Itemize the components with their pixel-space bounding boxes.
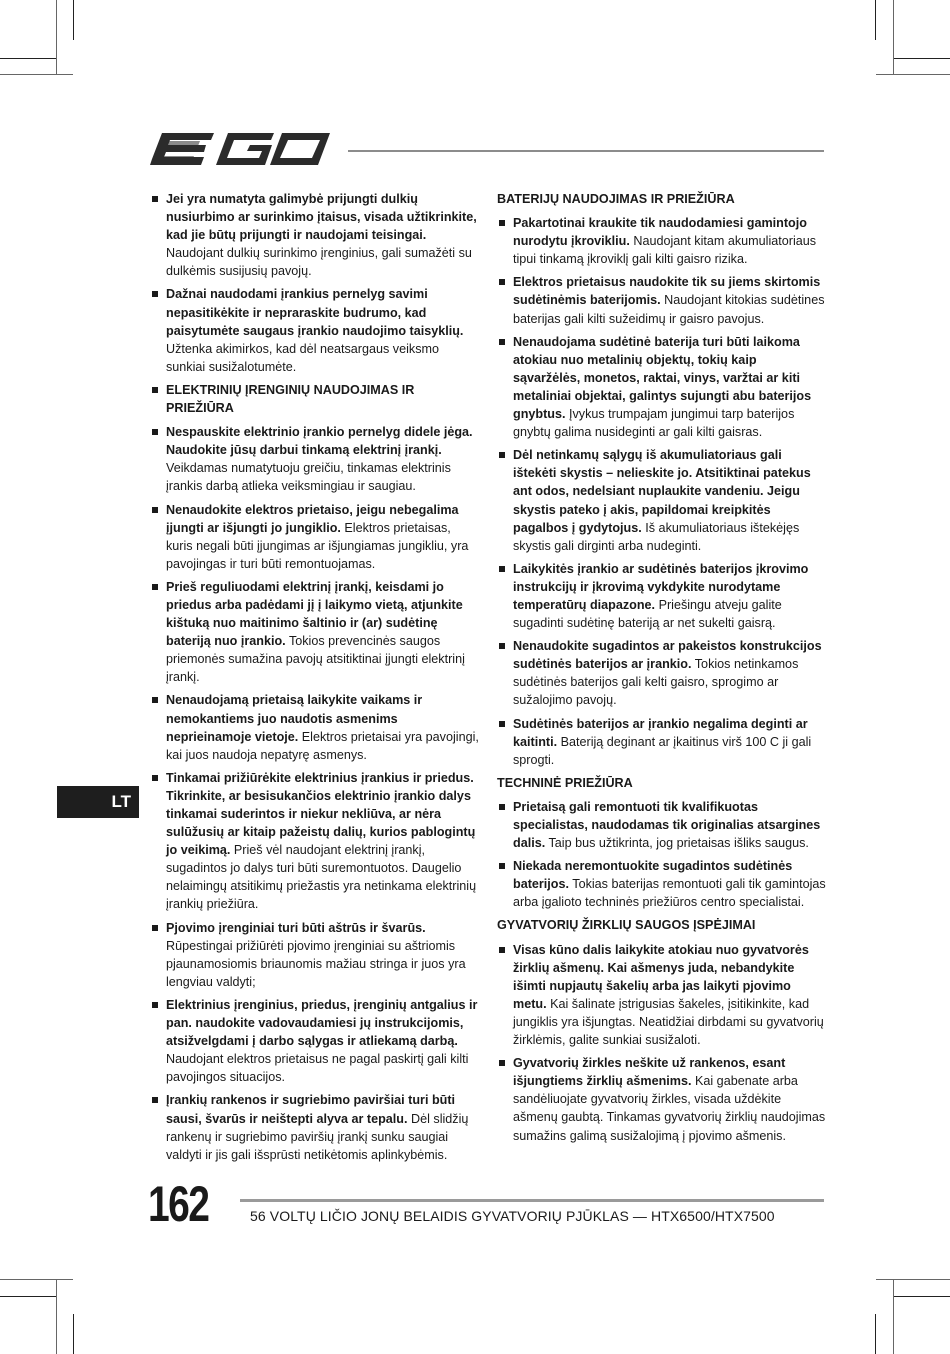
list-item bbox=[150, 285, 480, 375]
list-item-text: Naudojant kitokias sudėtines baterijas gali kilti sužeidimų ir gaisro pavojus. bbox=[513, 293, 825, 326]
list-item bbox=[150, 769, 480, 914]
list-item bbox=[497, 857, 827, 911]
list-item-bold-text: Niekada neremontuokite sugadintos sudėtinės baterijos. bbox=[513, 859, 793, 892]
footer-rule bbox=[240, 1199, 824, 1202]
list-item-bold-text: Nenaudokite elektros prietaiso, jeigu nebegalima įjungti ar išjungti jo jungiklio. bbox=[166, 502, 459, 535]
list-item-text: Tokias baterijas remontuoti gali tik gamintojas arba įgalioto techninės priežiūros centro specialistai. bbox=[513, 877, 826, 910]
header-rule bbox=[348, 150, 824, 152]
list-item-bold-text: Dažnai naudodami įrankius pernelyg savimi nepasitikėkite ir nepraraskite budrumo, kad paisytumėte saugaus įrankio naudojimo taisyklių. bbox=[166, 287, 464, 338]
list-item bbox=[150, 423, 480, 495]
list-item bbox=[497, 798, 827, 852]
crop-mark bbox=[0, 1296, 57, 1297]
footer-title: 56 VOLTŲ LIČIO JONŲ BELAIDIS GYVATVORIŲ PJŪKLAS — HTX6500/HTX7500 bbox=[250, 1208, 775, 1224]
list-item-text: Tokios netinkamos sudėtinės baterijos gali kelti gaisro, sprogimo ar sužalojimo pavojų. bbox=[513, 657, 799, 708]
list-item bbox=[150, 691, 480, 763]
list-item-text: Užtenka akimirkos, kad dėl neatsargaus veiksmo sunkiai susižalotumėte. bbox=[166, 341, 439, 374]
list-item-text: Bateriją deginant ar įkaitinus virš 100 C ji gali sprogti. bbox=[513, 734, 812, 767]
list-item-bold-text: Nespauskite elektrinio įrankio pernelyg didele jėga. Naudokite jūsų darbui tinkamą elektrinį įrankį. bbox=[166, 425, 473, 458]
crop-mark bbox=[876, 74, 950, 75]
list-item-text: Naudojant kitam akumuliatoriaus tipui tinkamą įkroviklį gali kilti gaisro rizika. bbox=[513, 234, 817, 267]
list-item-bold-text: Gyvatvorių žirkles neškite už rankenos, esant išjungtiems žirklių ašmenims. bbox=[513, 1056, 786, 1089]
list-item bbox=[497, 715, 827, 769]
list-item-text: Veikdamas numatytuoju greičiu, tinkamas elektrinis įrankis darbą atlieka veiksmingiau ir saugiau. bbox=[166, 461, 451, 494]
list-item-text: Įvykus trumpajam jungimui tarp baterijos gnybtų galima nusideginti ar gali kilti gaisras. bbox=[513, 407, 795, 440]
list-item bbox=[497, 1054, 827, 1144]
section-heading: TECHNINĖ PRIEŽIŪRA bbox=[497, 775, 633, 790]
list-item-text: Dėl slidžių rankenų ir sugriebimo paviršių įrankį sunku saugiai valdyti ir jis gali išsprūsti netikėtomis aplinkybėmis. bbox=[166, 1111, 469, 1162]
left-column bbox=[150, 190, 480, 1169]
list-item-bold-text: Prieš reguliuodami elektrinį įrankį, keisdami jo priedus arba padėdami jį į laikymo vietą, atjunkite kištuką nuo maitinimo šaltinio ir (ar) sudėtinę bateriją nuo įrankio. bbox=[166, 579, 463, 649]
list-item-bold-text: Laikykitės įrankio ar sudėtinės baterijos įkrovimo instrukcijų ir įkrovimą vykdykite nurodytame temperatūrų diapazone. bbox=[513, 561, 809, 612]
list-item-bold-text: Visas kūno dalis laikykite atokiau nuo gyvatvorės žirklių ašmenų. Kai ašmenys juda, nebandykite išimti nupjautų šakelių arba jas laikyti pjovimo metu. bbox=[513, 942, 809, 1011]
crop-mark bbox=[73, 1314, 74, 1354]
crop-mark bbox=[893, 0, 894, 74]
right-column bbox=[497, 190, 827, 1150]
crop-mark bbox=[0, 74, 73, 75]
list-item-bold-text: Jei yra numatyta galimybė prijungti dulkių nusiurbimo ar surinkimo įtaisus, visada užtikrinkite, kad jie būtų prijungti ir naudojami teisingai. bbox=[166, 192, 477, 243]
crop-mark bbox=[56, 0, 57, 74]
language-tab-label: LT bbox=[111, 792, 131, 811]
list-item bbox=[497, 273, 827, 327]
list-item-bold-text: Įrankių rankenos ir sugriebimo paviršiai turi būti sausi, švarūs ir neištepti alyva ar tepalu. bbox=[166, 1093, 456, 1126]
list-item bbox=[150, 190, 480, 280]
list-item-text: Iš akumuliatoriaus ištekėjęs skystis gali dirginti arba nudeginti. bbox=[513, 520, 800, 553]
ego-logo bbox=[150, 131, 332, 171]
list-item bbox=[497, 446, 827, 555]
crop-mark bbox=[875, 1314, 876, 1354]
list-item-bold-text: Nenaudojama sudėtinė baterija turi būti laikoma atokiau nuo metalinių objektų, tokių kaip sąvaržėlės, monetos, raktai, vinys, varžtai ar kiti metaliniai objektai, galintys sujungti abu baterijos gnybtus. bbox=[513, 334, 812, 422]
list-item-text: Rūpestingai prižiūrėti pjovimo įrenginiai su aštriomis pjaunamosiomis briaunomis mažiau stringa ir juos yra lengviau valdyti; bbox=[166, 938, 466, 989]
list-item bbox=[497, 560, 827, 632]
list-item-text: Naudojant dulkių surinkimo įrenginius, gali sumažėti su dulkėmis susijusių pavojų. bbox=[166, 246, 472, 279]
list-item-bold-text: Pakartotinai kraukite tik naudodamiesi gamintojo nurodytu įkrovikliu. bbox=[513, 216, 807, 249]
list-item bbox=[497, 637, 827, 709]
list-item-bold-text: Elektros prietaisus naudokite tik su jiems skirtomis sudėtinėmis baterijomis. bbox=[513, 275, 821, 308]
language-tab bbox=[57, 786, 139, 818]
list-item-text: Kai gabenate arba sandėliuojate gyvatvorių žirkles, visada uždėkite ašmenų gaubtą. Tinkamas gyvatvorių žirklių naudojimas sumažins galimą susižalojimą į pjovimo ašmenis. bbox=[513, 1074, 826, 1143]
list-item bbox=[150, 996, 480, 1086]
section-heading: GYVATVORIŲ ŽIRKLIŲ SAUGOS ĮSPĖJIMAI bbox=[497, 918, 756, 933]
list-item bbox=[150, 501, 480, 573]
crop-mark bbox=[0, 58, 57, 59]
list-item-bold-text: Nenaudokite sugadintos ar pakeistos konstrukcijos sudėtinės baterijos ar įrankio. bbox=[513, 639, 822, 672]
list-item-bold-text: Pjovimo įrenginiai turi būti aštrūs ir švarūs. bbox=[166, 920, 426, 935]
list-item bbox=[497, 941, 827, 1050]
crop-mark bbox=[56, 1279, 57, 1354]
list-item-bold-text: Elektrinius įrenginius, priedus, įrenginių antgalius ir pan. naudokite vadovaudamiesi jų instrukcijomis, atsižvelgdami į darbo sąlygas ir atliekamą darbą. bbox=[166, 997, 478, 1049]
crop-mark bbox=[0, 1279, 73, 1280]
list-item-text: Tokios prevencinės saugos priemonės sumažina pavojų atsitiktinai įjungti elektrinį įrankį. bbox=[166, 634, 465, 685]
crop-mark bbox=[876, 1279, 950, 1280]
crop-mark bbox=[893, 1296, 950, 1297]
list-item-text: Naudojant elektros prietaisus ne pagal paskirtį gali kilti pavojingos situacijos. bbox=[166, 1052, 469, 1085]
list-item-text: Kai šalinate įstrigusias šakeles, įsitikinkite, kad jungiklis yra išjungtas. Neatidžiai dirbdami su gyvatvorių žirklėmis, galite sunkiai susižaloti. bbox=[513, 996, 824, 1048]
crop-mark bbox=[73, 0, 74, 40]
list-item-bold-text: Sudėtinės baterijos ar įrankio negalima deginti ar kaitinti. bbox=[513, 716, 808, 749]
list-item bbox=[150, 578, 480, 687]
list-item bbox=[150, 919, 480, 991]
list-item bbox=[497, 333, 827, 442]
crop-mark bbox=[875, 0, 876, 40]
list-item-text: Taip bus užtikrinta, jog prietaisas išliks saugus. bbox=[548, 836, 809, 851]
list-item-text: Elektros prietaisas, kuris negali būti įjungimas ar išjungiamas jungikliu, yra pavojingas ir turi būti remontuojamas. bbox=[166, 520, 469, 571]
page-number: 162 bbox=[148, 1176, 209, 1232]
section-heading: ELEKTRINIŲ ĮRENGINIŲ NAUDOJIMAS IR PRIEŽIŪRA bbox=[150, 381, 480, 417]
list-item bbox=[150, 1091, 480, 1163]
section-heading: BATERIJŲ NAUDOJIMAS IR PRIEŽIŪRA bbox=[497, 192, 735, 206]
list-item-text: Priešingu atveju galite sugadinti sudėtinę bateriją ar net sukelti gaisrą. bbox=[513, 597, 782, 631]
list-item-bold-text: Prietaisą gali remontuoti tik kvalifikuotas specialistas, naudodamas tik originalias atsargines dalis. bbox=[513, 799, 821, 851]
list-item-bold-text: Tinkamai prižiūrėkite elektrinius įrankius ir priedus. Tikrinkite, ar besisukančios elektrinio įrankio dalys tinkamai suderintos ir niekur nekliūva, ar nėra sulūžusių ar kitaip pažeistų dalių, kurios pablogintų jo veikimą. bbox=[166, 770, 476, 858]
list-item-bold-text: Nenaudojamą prietaisą laikykite vaikams ir nemokantiems juo naudotis asmenims neprieinamoje vietoje. bbox=[166, 693, 423, 744]
list-item-text: Elektros prietaisai yra pavojingi, kai juos naudoja nepatyrę asmenys. bbox=[166, 729, 479, 762]
crop-mark bbox=[893, 58, 950, 59]
list-item-text: Prieš vėl naudojant elektrinį įrankį, sugadintos jo dalys turi būti suremontuotos. Daugelio nelaimingų atsitikimų priežastis yra netinkama elektrinių įrankių priežiūra. bbox=[166, 843, 477, 912]
crop-mark bbox=[893, 1279, 894, 1354]
list-item bbox=[497, 214, 827, 268]
list-item-bold-text: Dėl netinkamų sąlygų iš akumuliatoriaus gali ištekėti skystis – nelieskite jo. Atsitiktinai patekus ant odos, nedelsiant nuplaukite vandeniu. Jeigu skystis pateko į akis, papildomai kreipkitės pagalbos į gydytojus. bbox=[513, 448, 811, 535]
